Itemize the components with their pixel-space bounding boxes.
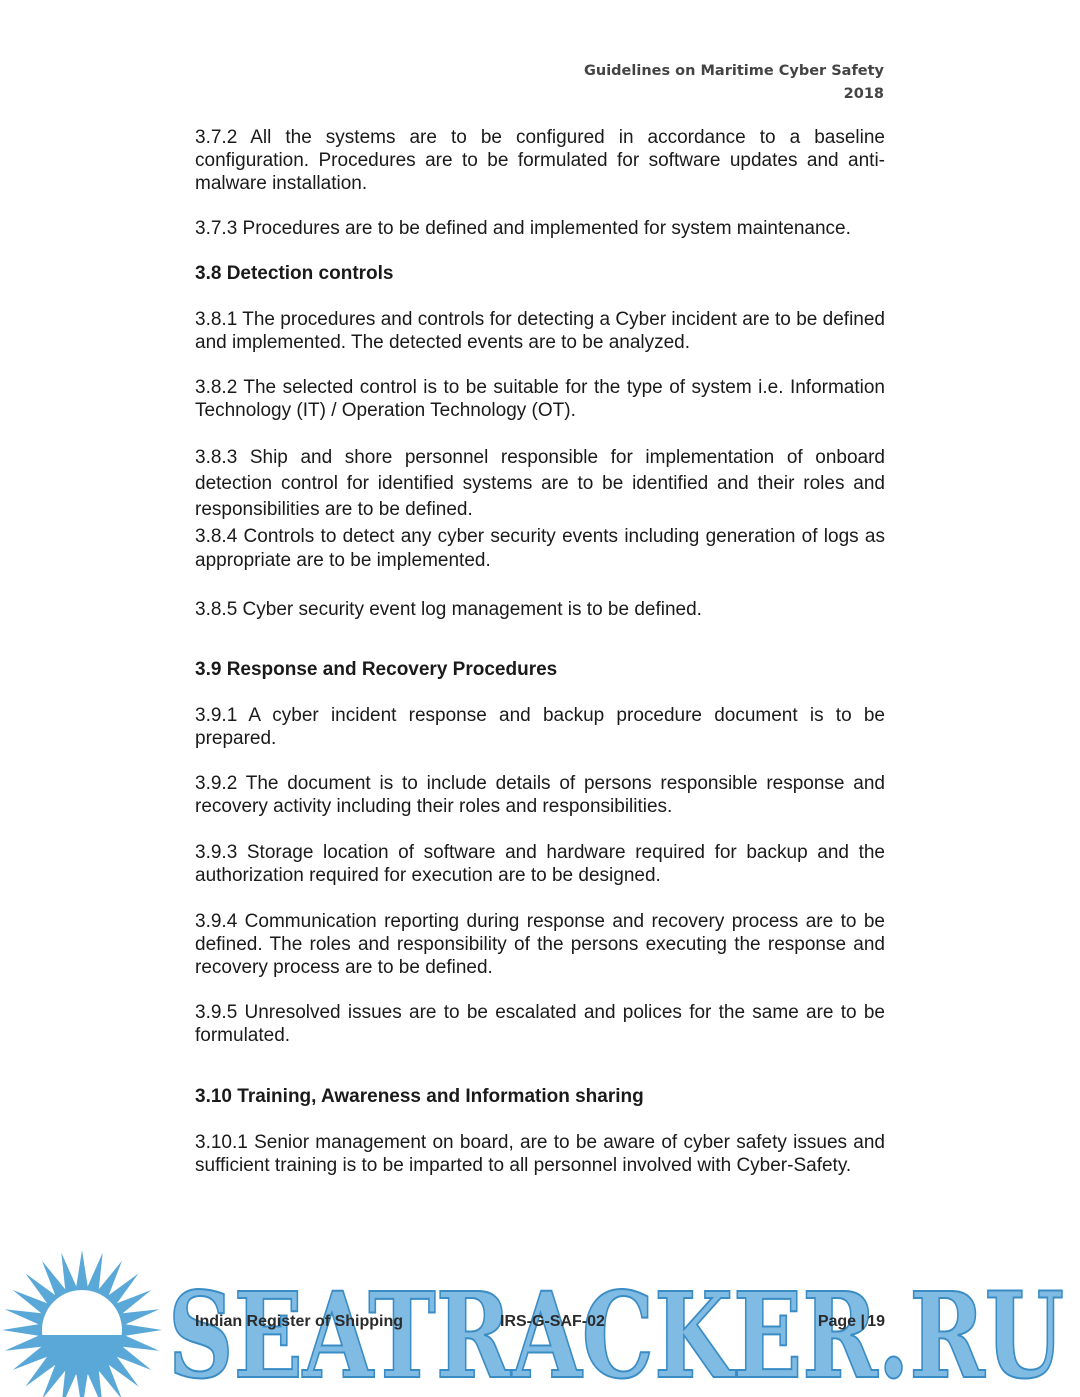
footer-org: Indian Register of Shipping xyxy=(195,1313,403,1330)
paragraph-3-9-4: 3.9.4 Communication reporting during response and recovery process are to be defined. The roles and responsibility of the persons executing the response and recovery process are to be defined. xyxy=(195,911,885,978)
heading-3-10: 3.10 Training, Awareness and Information sharing xyxy=(195,1086,644,1107)
paragraph-3-8-1: 3.8.1 The procedures and controls for detecting a Cyber incident are to be defined and implemented. The detected events are to be analyzed. xyxy=(195,309,885,353)
paragraph-3-9-5: 3.9.5 Unresolved issues are to be escalated and polices for the same are to be formulated. xyxy=(195,1002,885,1046)
footer-doc-code: IRS-G-SAF-02 xyxy=(500,1313,605,1330)
sun-water xyxy=(42,1335,122,1375)
header-title: Guidelines on Maritime Cyber Safety xyxy=(583,63,884,79)
heading-3-8: 3.8 Detection controls xyxy=(195,263,394,284)
paragraph-3-8-4: 3.8.4 Controls to detect any cyber security events including generation of logs as appropriate are to be implemented. xyxy=(195,526,885,571)
paragraph-3-7-2: 3.7.2 All the systems are to be configured in accordance to a baseline configuration. Procedures are to be formulated for software updates and anti-malware installation. xyxy=(195,127,885,194)
paragraph-3-9-1: 3.9.1 A cyber incident response and backup procedure document is to be prepared. xyxy=(195,705,885,749)
page-footer xyxy=(195,1313,885,1337)
sun-icon xyxy=(2,1250,162,1397)
paragraph-3-8-5: 3.8.5 Cyber security event log management is to be defined. xyxy=(195,599,702,620)
paragraph-3-9-3: 3.9.3 Storage location of software and hardware required for backup and the authorization required for execution are to be designed. xyxy=(195,842,885,886)
page-header xyxy=(584,60,884,106)
paragraph-3-10-1: 3.10.1 Senior management on board, are to be aware of cyber safety issues and sufficient training is to be imparted to all personnel involved with Cyber-Safety. xyxy=(195,1132,885,1176)
watermark-text: SEATRACKER.RU xyxy=(168,1266,1064,1397)
paragraph-3-7-3: 3.7.3 Procedures are to be defined and implemented for system maintenance. xyxy=(195,218,851,239)
paragraph-3-9-2: 3.9.2 The document is to include details of persons responsible response and recovery activity including their roles and responsibilities. xyxy=(195,773,885,817)
document-body xyxy=(195,126,885,1177)
header-year: 2018 xyxy=(843,86,884,102)
paragraph-3-8-3: 3.8.3 Ship and shore personnel responsible for implementation of onboard detection control for identified systems are to be identified and their roles and responsibilities are to be defined. xyxy=(195,447,885,520)
footer-page-label: Page | xyxy=(817,1313,865,1330)
footer-page-number: 19 xyxy=(867,1313,885,1330)
heading-3-9: 3.9 Response and Recovery Procedures xyxy=(195,659,558,680)
sun-rays xyxy=(2,1250,162,1397)
sun-disc xyxy=(42,1290,122,1370)
paragraph-3-8-2: 3.8.2 The selected control is to be suitable for the type of system i.e. Information Technology (IT) / Operation Technology (OT). xyxy=(195,377,885,421)
